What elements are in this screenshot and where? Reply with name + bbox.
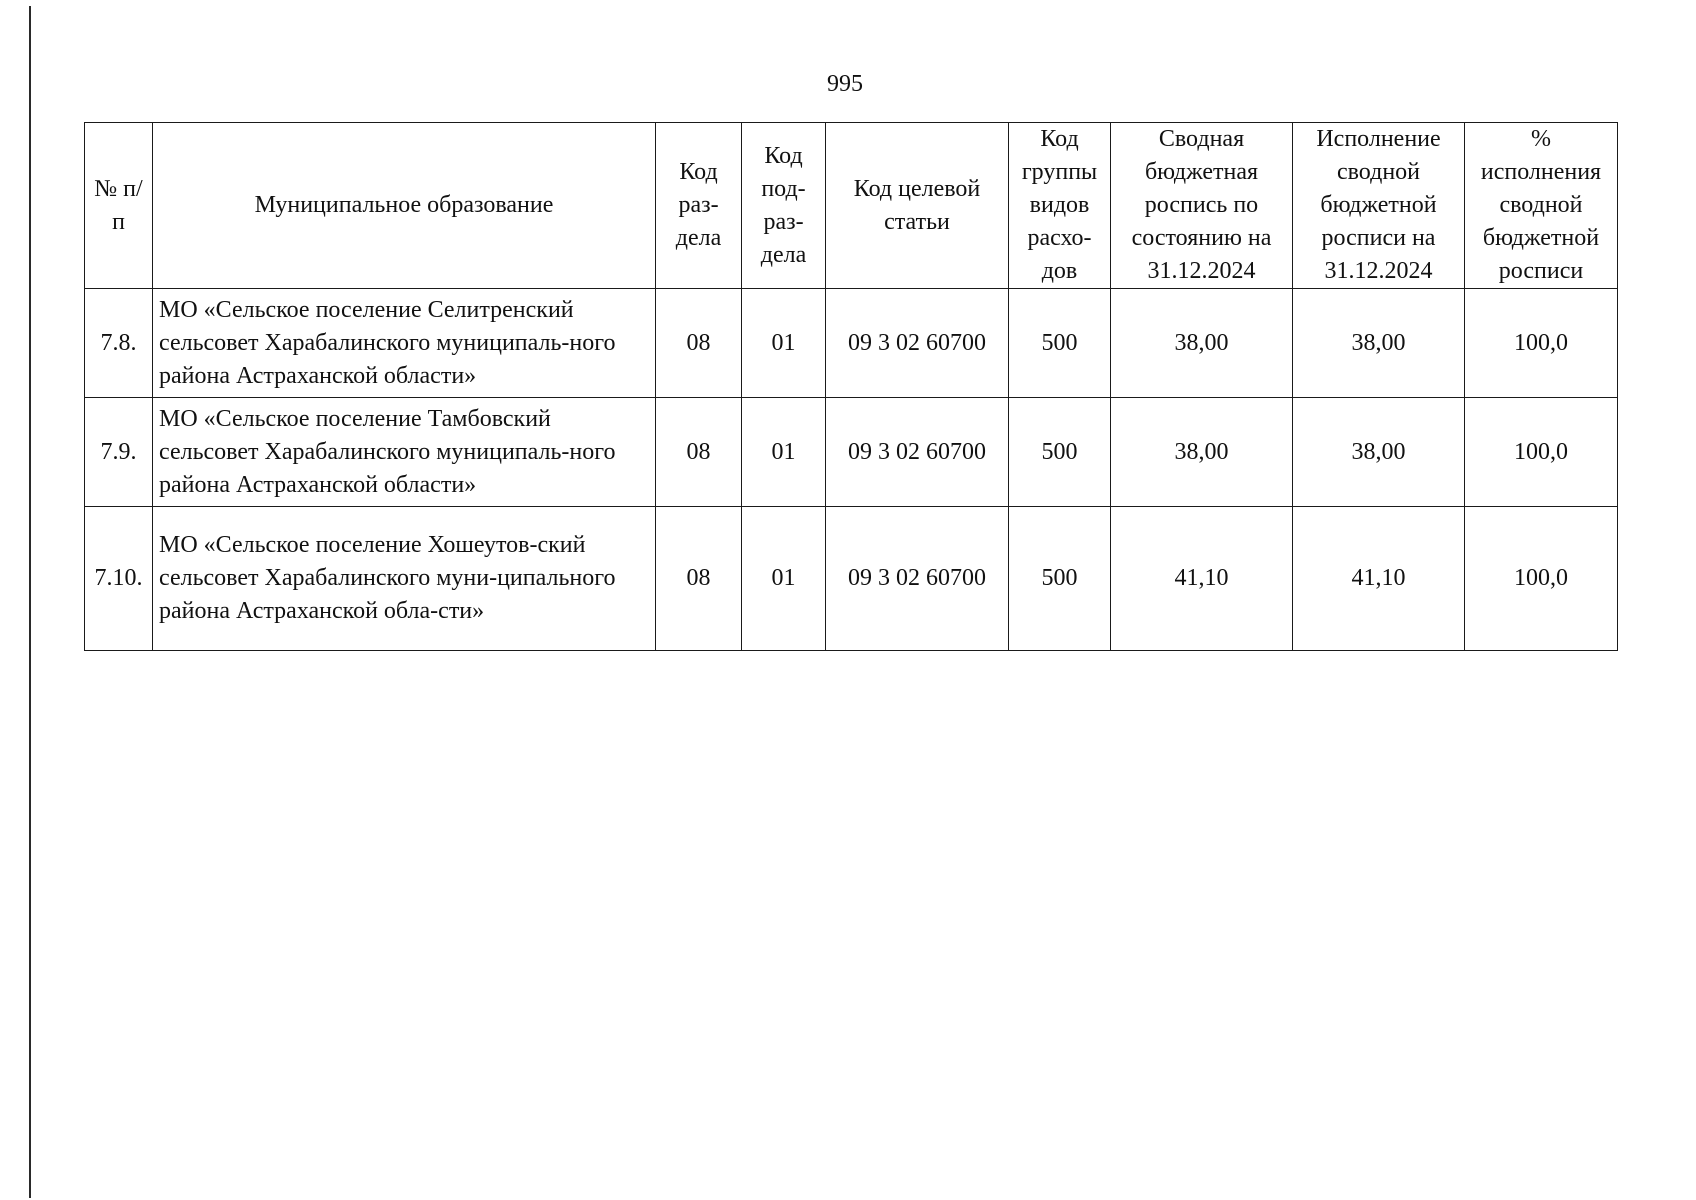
header-subsection-code: Код под-раз-дела [742,123,826,289]
row-subsection-code: 01 [742,289,826,398]
header-municipality: Муниципальное образование [153,123,656,289]
row-municipality: МО «Сельское поселение Хошеутов-ский сельсовет Харабалинского муни-ципального района Астраханской обла-сти» [153,507,656,651]
row-target-code: 09 3 02 60700 [826,507,1009,651]
row-execution-percent: 100,0 [1465,289,1618,398]
row-execution: 41,10 [1293,507,1465,651]
row-execution-percent: 100,0 [1465,398,1618,507]
row-subsection-code: 01 [742,507,826,651]
budget-execution-table [84,122,1618,651]
row-budget-plan: 38,00 [1111,398,1293,507]
row-budget-plan: 41,10 [1111,507,1293,651]
header-execution-percent: % исполнения сводной бюджетной росписи [1465,123,1618,289]
row-expense-group-code: 500 [1009,507,1111,651]
row-execution: 38,00 [1293,289,1465,398]
header-section-code: Код раз-дела [656,123,742,289]
header-target-code: Код целевой статьи [826,123,1009,289]
row-budget-plan: 38,00 [1111,289,1293,398]
page-number: 995 [827,71,863,97]
header-budget-plan: Сводная бюджетная роспись по состоянию на 31.12.2024 [1111,123,1293,289]
row-num: 7.10. [85,507,153,651]
row-execution: 38,00 [1293,398,1465,507]
row-section-code: 08 [656,289,742,398]
table-row [85,398,1618,507]
header-execution: Исполнение сводной бюджетной росписи на 31.12.2024 [1293,123,1465,289]
row-subsection-code: 01 [742,398,826,507]
row-municipality: МО «Сельское поселение Тамбовский сельсовет Харабалинского муниципаль-ного района Астраханской области» [153,398,656,507]
row-section-code: 08 [656,398,742,507]
row-target-code: 09 3 02 60700 [826,398,1009,507]
header-expense-group-code: Код группы видов расхо-дов [1009,123,1111,289]
row-expense-group-code: 500 [1009,398,1111,507]
row-num: 7.8. [85,289,153,398]
table-row [85,507,1618,651]
header-num: № п/п [85,123,153,289]
row-section-code: 08 [656,507,742,651]
row-execution-percent: 100,0 [1465,507,1618,651]
row-municipality: МО «Сельское поселение Селитренский сельсовет Харабалинского муниципаль-ного района Астраханской области» [153,289,656,398]
row-expense-group-code: 500 [1009,289,1111,398]
table-row [85,289,1618,398]
row-num: 7.9. [85,398,153,507]
row-target-code: 09 3 02 60700 [826,289,1009,398]
page-margin-line [29,6,31,1198]
table-header-row [85,123,1618,289]
